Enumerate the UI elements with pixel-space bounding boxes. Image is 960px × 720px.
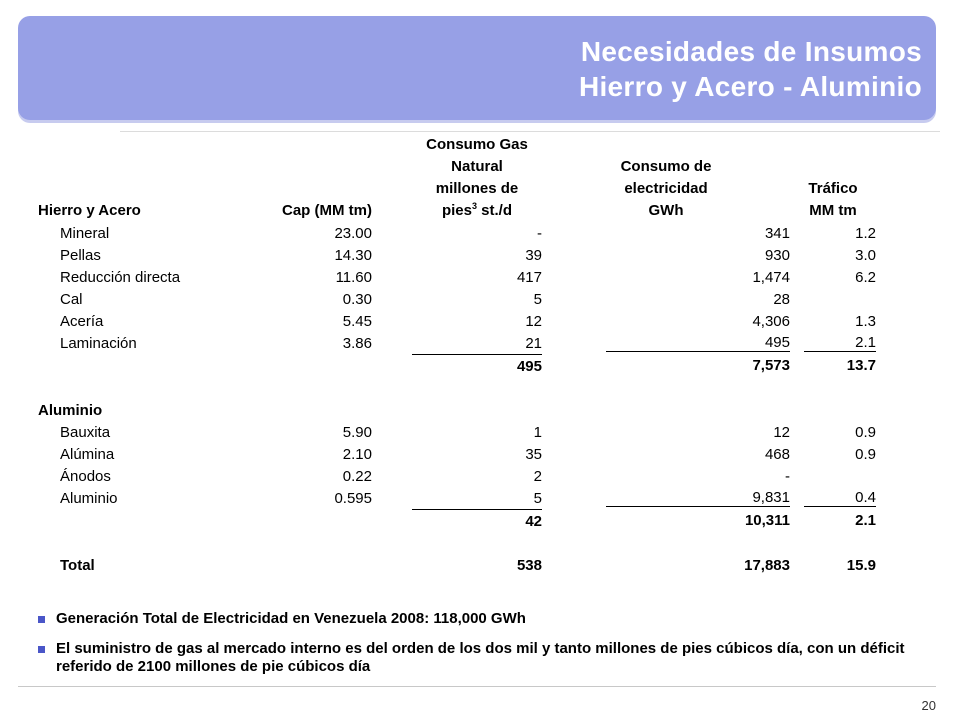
header-section-hierro: Hierro y Acero <box>38 202 141 219</box>
table-row: Laminación 3.86 21 495 2.1 <box>38 332 876 355</box>
header-gas-1: Consumo Gas <box>426 136 528 153</box>
title-divider <box>120 131 940 132</box>
header-elec-2: electricidad <box>624 180 708 197</box>
footer-divider <box>18 686 936 687</box>
inputs-table <box>38 134 876 576</box>
header-gas-2: Natural <box>451 158 503 175</box>
header-gas-4: pies$^3$ st./d <box>441 201 513 219</box>
total-row: Total 538 17,883 15.9 <box>60 556 876 574</box>
table-row: Ánodos 0.22 2 - <box>60 467 790 485</box>
table-row: Alúmina 2.10 35 468 0.9 <box>60 445 876 463</box>
header-traf-2: MM tm <box>809 202 857 219</box>
table-row: Reducción directa 11.60 417 1,474 6.2 <box>60 268 876 286</box>
subtotal-row-aluminio: 42 10,311 2.1 <box>525 512 876 530</box>
bullet-icon <box>38 616 45 623</box>
header-traf-1: Tráfico <box>808 180 858 197</box>
table-row: Aluminio 0.595 5 9,831 0.4 <box>38 487 876 510</box>
header-elec-1: Consumo de <box>620 158 712 175</box>
slide-title-line2: Hierro y Acero - Aluminio <box>578 71 922 102</box>
bullet-icon <box>38 646 45 653</box>
page-number: 20 <box>921 698 936 713</box>
list-item: Generación Total de Electricidad en Venezuela 2008: 118,000 GWh <box>38 610 918 628</box>
table-row: Pellas 14.30 39 930 3.0 <box>60 246 876 264</box>
section-header-aluminio: Aluminio <box>38 401 103 419</box>
slide-title-line1: Necesidades de Insumos <box>580 36 922 67</box>
header-elec-3: GWh <box>648 202 684 219</box>
title-banner <box>18 16 936 120</box>
notes-list <box>38 610 918 688</box>
table-row: Mineral 23.00 - 341 1.2 <box>60 224 876 242</box>
table-row: Bauxita 5.90 1 12 0.9 <box>60 423 876 441</box>
table-row: Cal 0.30 5 28 <box>60 290 790 308</box>
header-gas-3: millones de <box>435 180 519 197</box>
subtotal-row-hierro: 495 7,573 13.7 <box>516 357 876 375</box>
list-item: El suministro de gas al mercado interno es del orden de los dos mil y tanto millones de pies cúbicos día, con un déficit referido de 2100 millones de pie cúbicos día <box>38 640 918 676</box>
header-cap: Cap (MM tm) <box>282 202 372 219</box>
table-row: Acería 5.45 12 4,306 1.3 <box>60 312 876 330</box>
